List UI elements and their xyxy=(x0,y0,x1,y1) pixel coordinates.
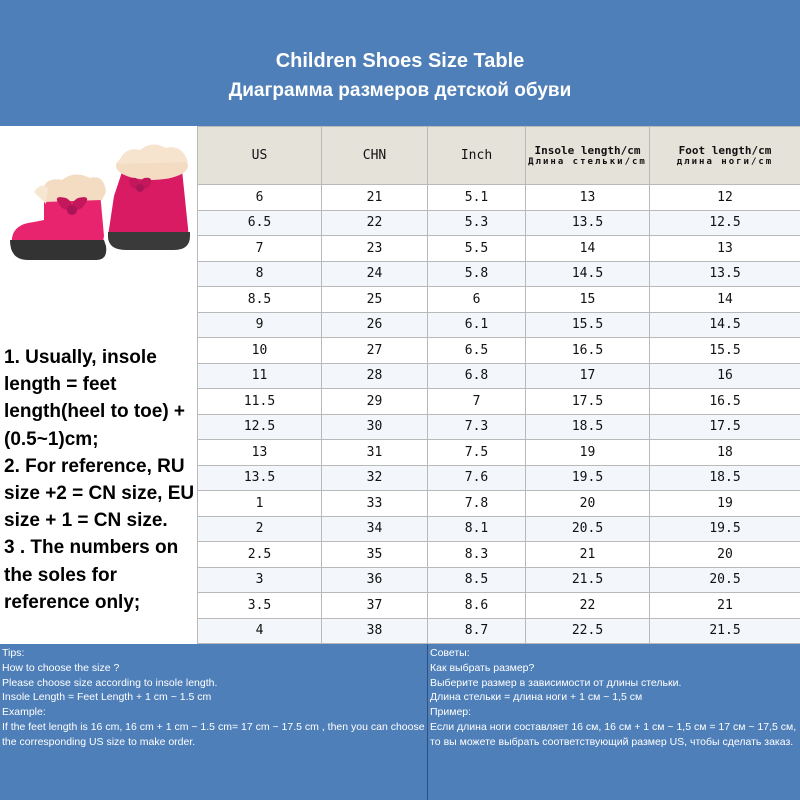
cell-insole: 17 xyxy=(526,363,650,389)
cell-chn: 24 xyxy=(322,261,428,287)
cell-chn: 32 xyxy=(322,465,428,491)
cell-chn: 33 xyxy=(322,491,428,517)
cell-us: 2.5 xyxy=(198,542,322,568)
table-row xyxy=(198,516,800,542)
cell-inch: 8.1 xyxy=(428,516,526,542)
cell-inch: 7.6 xyxy=(428,465,526,491)
cell-chn: 35 xyxy=(322,542,428,568)
cell-foot: 18 xyxy=(650,440,800,466)
cell-inch: 6.1 xyxy=(428,312,526,338)
cell-insole: 15 xyxy=(526,287,650,313)
table-row xyxy=(198,389,800,415)
header-foot-en: Foot length/cm xyxy=(678,144,772,157)
cell-insole: 13.5 xyxy=(526,210,650,236)
cell-foot: 19.5 xyxy=(650,516,800,542)
cell-inch: 8.5 xyxy=(428,567,526,593)
cell-us: 8 xyxy=(198,261,322,287)
table-row xyxy=(198,567,800,593)
header-foot-length xyxy=(650,127,800,185)
example-text-ru: Если длина ноги составляет 16 см, 16 см + 1 см ~ 1,5 см = 17 см ~ 17,5 см, тo вы можете выбрать соответствующий размер US, чтобы сделать заказ. xyxy=(430,720,797,748)
cell-foot: 12.5 xyxy=(650,210,800,236)
table-header-row xyxy=(198,127,800,185)
cell-insole: 17.5 xyxy=(526,389,650,415)
table-row xyxy=(198,593,800,619)
cell-chn: 27 xyxy=(322,338,428,364)
cell-insole: 21 xyxy=(526,542,650,568)
tips-heading: Tips: xyxy=(2,647,25,659)
cell-insole: 13 xyxy=(526,185,650,211)
tips-line-ru: Выберите размер в зависимости от длины стельки. xyxy=(430,676,682,689)
cell-foot: 13.5 xyxy=(650,261,800,287)
cell-chn: 30 xyxy=(322,414,428,440)
table-row xyxy=(198,338,800,364)
cell-foot: 20.5 xyxy=(650,567,800,593)
left-panel xyxy=(0,126,197,644)
cell-foot: 13 xyxy=(650,236,800,262)
cell-inch: 6 xyxy=(428,287,526,313)
cell-chn: 38 xyxy=(322,618,428,644)
cell-inch: 6.5 xyxy=(428,338,526,364)
cell-inch: 5.8 xyxy=(428,261,526,287)
cell-foot: 18.5 xyxy=(650,465,800,491)
cell-inch: 8.7 xyxy=(428,618,526,644)
table-row xyxy=(198,261,800,287)
rear-boot xyxy=(108,144,190,250)
cell-inch: 6.8 xyxy=(428,363,526,389)
cell-insole: 14.5 xyxy=(526,261,650,287)
header-chn: CHN xyxy=(322,127,428,185)
cell-chn: 22 xyxy=(322,210,428,236)
cell-us: 12.5 xyxy=(198,414,322,440)
cell-us: 3.5 xyxy=(198,593,322,619)
cell-insole: 21.5 xyxy=(526,567,650,593)
cell-us: 6 xyxy=(198,185,322,211)
table-row xyxy=(198,363,800,389)
tips-heading-ru: Советы: xyxy=(430,647,470,659)
cell-us: 4 xyxy=(198,618,322,644)
table-body xyxy=(198,185,800,644)
cell-inch: 7.8 xyxy=(428,491,526,517)
cell-insole: 18.5 xyxy=(526,414,650,440)
cell-inch: 5.1 xyxy=(428,185,526,211)
cell-inch: 5.3 xyxy=(428,210,526,236)
front-boot xyxy=(10,174,106,260)
cell-chn: 31 xyxy=(322,440,428,466)
note-item: 1. Usually, insole length = feet length(heel to toe) + (0.5~1)cm; xyxy=(4,347,186,450)
cell-us: 6.5 xyxy=(198,210,322,236)
size-table xyxy=(197,126,800,644)
cell-insole: 14 xyxy=(526,236,650,262)
cell-insole: 16.5 xyxy=(526,338,650,364)
cell-chn: 28 xyxy=(322,363,428,389)
cell-foot: 14 xyxy=(650,287,800,313)
cell-insole: 20.5 xyxy=(526,516,650,542)
table-row xyxy=(198,618,800,644)
cell-chn: 25 xyxy=(322,287,428,313)
table-row xyxy=(198,185,800,211)
example-heading-ru: Пример: xyxy=(430,706,472,719)
table-row xyxy=(198,491,800,517)
cell-foot: 19 xyxy=(650,491,800,517)
cell-chn: 34 xyxy=(322,516,428,542)
page-title-russian: Диаграмма размеров детской обуви xyxy=(228,80,572,101)
table-row xyxy=(198,287,800,313)
table-row xyxy=(198,542,800,568)
header-insole-en: Insole length/cm xyxy=(534,144,641,157)
table-row xyxy=(198,440,800,466)
cell-inch: 5.5 xyxy=(428,236,526,262)
cell-us: 13 xyxy=(198,440,322,466)
header-inch: Inch xyxy=(428,127,526,185)
cell-us: 9 xyxy=(198,312,322,338)
cell-us: 3 xyxy=(198,567,322,593)
tips-line-ru: Как выбрать размер? xyxy=(430,661,535,674)
header-us: US xyxy=(198,127,322,185)
cell-insole: 20 xyxy=(526,491,650,517)
example-heading: Example: xyxy=(2,706,46,719)
cell-foot: 20 xyxy=(650,542,800,568)
cell-chn: 21 xyxy=(322,185,428,211)
tips-english xyxy=(2,646,426,750)
table-row xyxy=(198,210,800,236)
cell-us: 7 xyxy=(198,236,322,262)
page-title: Children Shoes Size Table xyxy=(275,50,525,72)
example-text: If the feet length is 16 cm, 16 cm + 1 cm ~ 1.5 cm= 17 cm ~ 17.5 cm , then you can choose the corresponding US size to make order. xyxy=(2,720,425,748)
table-row xyxy=(198,236,800,262)
cell-chn: 37 xyxy=(322,593,428,619)
cell-chn: 29 xyxy=(322,389,428,415)
header-insole-ru: Длина стельки/cm xyxy=(528,157,647,167)
cell-chn: 26 xyxy=(322,312,428,338)
cell-chn: 23 xyxy=(322,236,428,262)
cell-foot: 16 xyxy=(650,363,800,389)
cell-insole: 15.5 xyxy=(526,312,650,338)
tips-line-ru: Длина стельки = длина ноги + 1 см ~ 1,5 см xyxy=(430,691,643,704)
cell-us: 2 xyxy=(198,516,322,542)
cell-foot: 21 xyxy=(650,593,800,619)
cell-us: 10 xyxy=(198,338,322,364)
table-row xyxy=(198,312,800,338)
table-row xyxy=(198,465,800,491)
cell-us: 11 xyxy=(198,363,322,389)
tips-line: How to choose the size ? xyxy=(2,661,120,674)
cell-inch: 8.3 xyxy=(428,542,526,568)
cell-chn: 36 xyxy=(322,567,428,593)
cell-foot: 21.5 xyxy=(650,618,800,644)
cell-inch: 7 xyxy=(428,389,526,415)
table-row xyxy=(198,414,800,440)
tips-line: Insole Length = Feet Length + 1 cm ~ 1.5 cm xyxy=(2,691,212,704)
cell-inch: 7.5 xyxy=(428,440,526,466)
cell-us: 13.5 xyxy=(198,465,322,491)
cell-insole: 19.5 xyxy=(526,465,650,491)
tips-line: Please choose size according to insole length. xyxy=(2,676,218,689)
cell-us: 11.5 xyxy=(198,389,322,415)
tips-footer xyxy=(0,644,800,800)
size-notes xyxy=(4,344,196,616)
footer-divider xyxy=(427,644,428,800)
cell-us: 8.5 xyxy=(198,287,322,313)
note-item: 3 . The numbers on the soles for reference only; xyxy=(4,537,179,613)
title-banner xyxy=(0,0,800,126)
cell-foot: 14.5 xyxy=(650,312,800,338)
tips-russian xyxy=(430,646,800,750)
cell-us: 1 xyxy=(198,491,322,517)
cell-foot: 15.5 xyxy=(650,338,800,364)
header-insole-length xyxy=(526,127,650,185)
cell-inch: 8.6 xyxy=(428,593,526,619)
cell-insole: 22 xyxy=(526,593,650,619)
boots-product-image xyxy=(4,136,196,266)
note-item: 2. For reference, RU size +2 = CN size, EU size + 1 = CN size. xyxy=(4,455,195,532)
cell-foot: 12 xyxy=(650,185,800,211)
cell-insole: 22.5 xyxy=(526,618,650,644)
cell-foot: 17.5 xyxy=(650,414,800,440)
header-foot-ru: длина ноги/cm xyxy=(676,157,774,167)
cell-insole: 19 xyxy=(526,440,650,466)
cell-foot: 16.5 xyxy=(650,389,800,415)
cell-inch: 7.3 xyxy=(428,414,526,440)
